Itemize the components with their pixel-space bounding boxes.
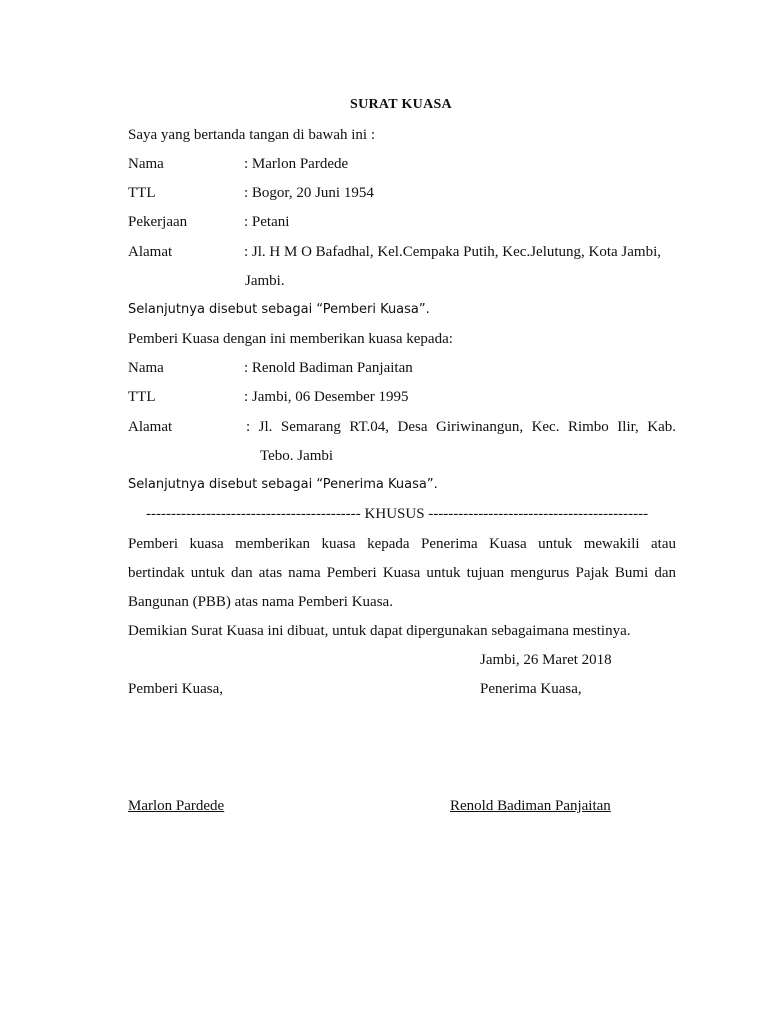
pemberi-nama-label: Nama: [128, 156, 164, 172]
penerima-ttl-value: : Jambi, 06 Desember 1995: [244, 389, 409, 405]
closing-statement: Demikian Surat Kuasa ini dibuat, untuk dapat dipergunakan sebagaimana mestinya.: [128, 623, 631, 639]
penerima-signature-name: Renold Badiman Panjaitan: [450, 798, 611, 814]
pemberi-nama-value: : Marlon Pardede: [244, 156, 349, 172]
penerima-alamat-value-line1: : Jl. Semarang RT.04, Desa Giriwinangun, Kec. Rimbo Ilir, Kab.: [246, 419, 676, 435]
pemberi-signature-label: Pemberi Kuasa,: [128, 681, 223, 697]
pemberi-ttl-label: TTL: [128, 185, 156, 201]
penerima-alamat-value-line2: Tebo. Jambi: [260, 448, 334, 464]
pemberi-alamat-label: Alamat: [128, 244, 173, 260]
intro-text: Saya yang bertanda tangan di bawah ini :: [128, 127, 376, 143]
pemberi-alamat-value-line2: Jambi.: [245, 273, 285, 289]
grant-statement: Pemberi Kuasa dengan ini memberikan kuasa kepada:: [128, 331, 453, 347]
penerima-nama-label: Nama: [128, 360, 164, 376]
body-line-1: Pemberi kuasa memberikan kuasa kepada Penerima Kuasa untuk mewakili atau: [128, 536, 676, 552]
penerima-nama-value: : Renold Badiman Panjaitan: [244, 360, 413, 376]
penerima-alamat-label: Alamat: [128, 419, 173, 435]
penerima-kuasa-note: Selanjutnya disebut sebagai “Penerima Kuasa”.: [128, 477, 438, 492]
place-date: Jambi, 26 Maret 2018: [480, 652, 612, 668]
penerima-ttl-label: TTL: [128, 389, 156, 405]
letter-title: SURAT KUASA: [350, 97, 452, 112]
pemberi-signature-name: Marlon Pardede: [128, 798, 225, 814]
pemberi-kuasa-note: Selanjutnya disebut sebagai “Pemberi Kuasa”.: [128, 302, 430, 317]
pemberi-pekerjaan-label: Pekerjaan: [128, 214, 188, 230]
khusus-divider: ------------------------------------------- KHUSUS --------------------------------------------: [146, 506, 649, 522]
penerima-signature-label: Penerima Kuasa,: [480, 681, 582, 697]
body-line-2: bertindak untuk dan atas nama Pemberi Kuasa untuk tujuan mengurus Pajak Bumi dan: [128, 565, 676, 581]
pemberi-ttl-value: : Bogor, 20 Juni 1954: [244, 185, 374, 201]
body-line-3: Bangunan (PBB) atas nama Pemberi Kuasa.: [128, 594, 393, 610]
pemberi-pekerjaan-value: : Petani: [244, 214, 290, 230]
pemberi-alamat-value-line1: : Jl. H M O Bafadhal, Kel.Cempaka Putih, Kec.Jelutung, Kota Jambi,: [244, 244, 662, 260]
